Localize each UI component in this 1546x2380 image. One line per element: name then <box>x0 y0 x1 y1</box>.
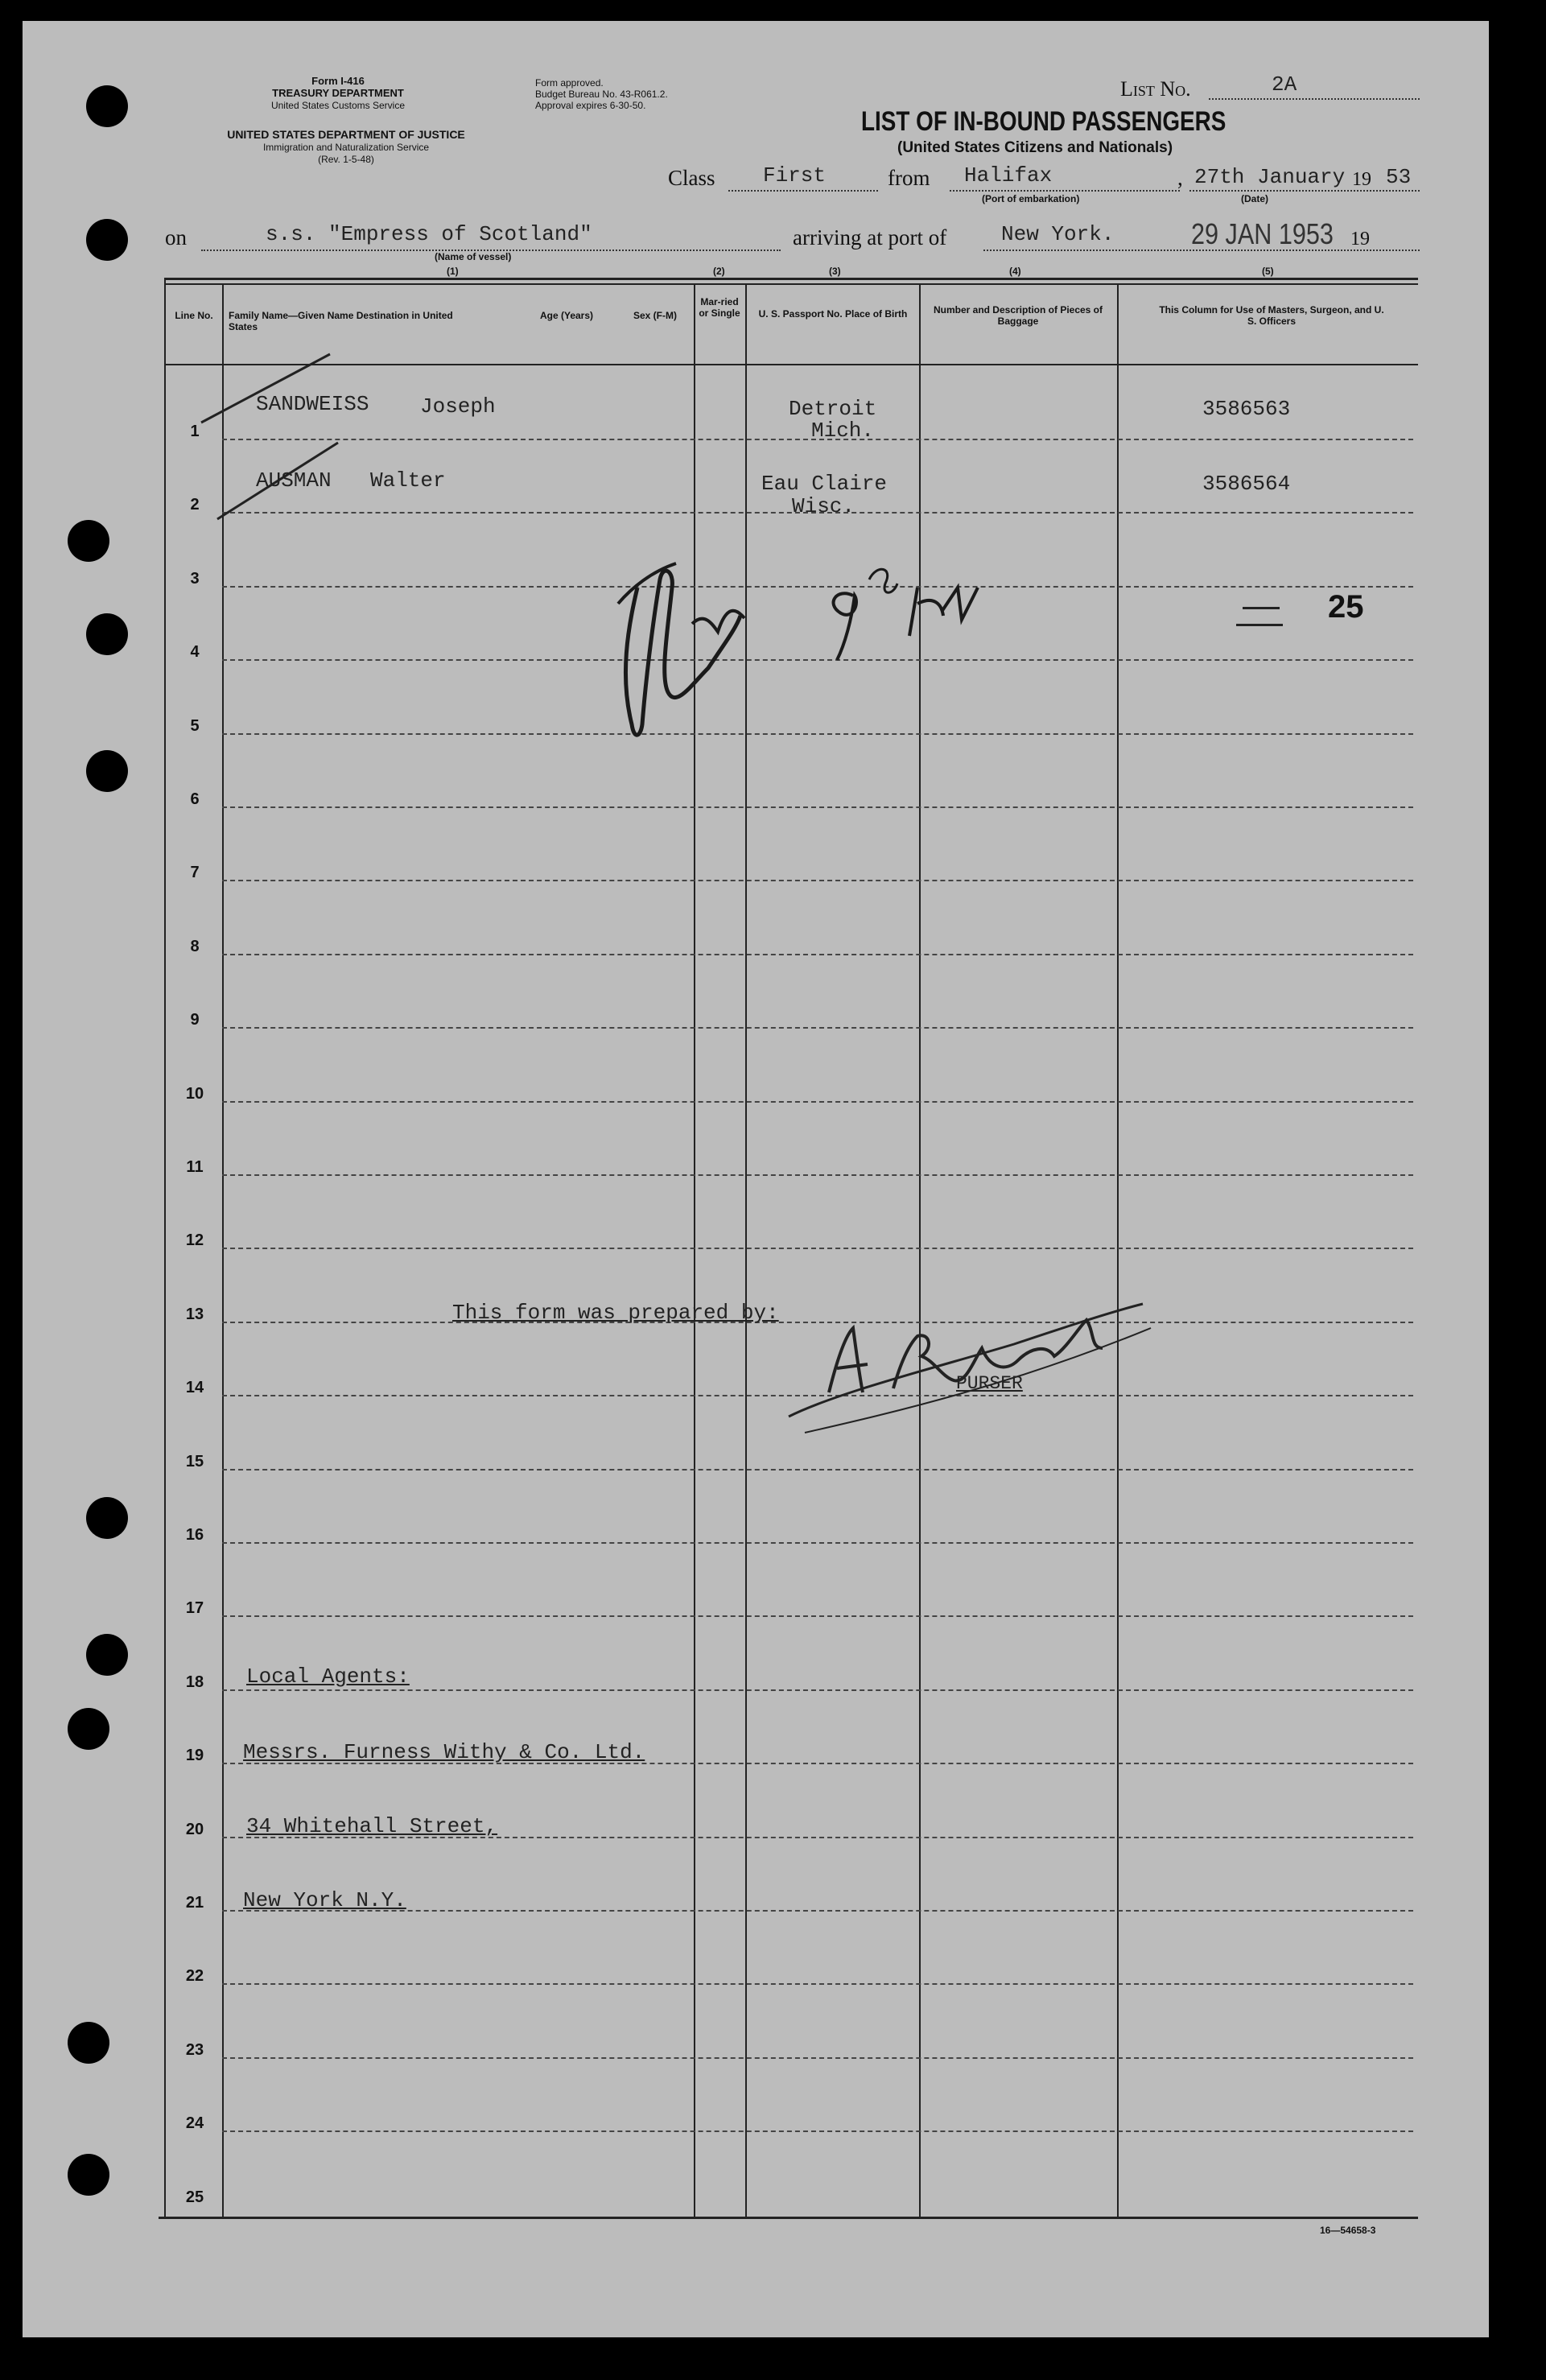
line-number: 11 <box>186 1158 204 1176</box>
col-header-sex: Sex (F-M) <box>633 310 677 321</box>
list-no-value: 2A <box>1272 72 1297 97</box>
punch-hole <box>68 2154 109 2196</box>
date-year: 53 <box>1386 165 1412 189</box>
line-number: 18 <box>185 1673 204 1691</box>
class-value: First <box>763 163 827 188</box>
row-rule <box>222 1101 1413 1103</box>
line-number: 7 <box>190 864 200 881</box>
table-top-rule-2 <box>165 283 1418 285</box>
agents-line-1: Messrs. Furness Withy & Co. Ltd. <box>243 1740 645 1764</box>
purser-label: PURSER <box>956 1373 1023 1394</box>
passenger-birth-city: Detroit <box>789 397 877 421</box>
port-caption: (Port of embarkation) <box>982 193 1080 204</box>
line-number: 17 <box>185 1599 204 1617</box>
row-rule <box>222 2057 1413 2059</box>
punch-hole <box>86 85 128 127</box>
on-label: on <box>165 225 187 250</box>
col-header-passport: U. S. Passport No. Place of Birth <box>758 308 908 320</box>
form-code: 16—54658-3 <box>1320 2225 1376 2236</box>
passenger-birth-state: Wisc. <box>792 494 855 518</box>
row-rule <box>222 2130 1413 2132</box>
line-number: 20 <box>185 1821 204 1838</box>
list-no-label: List No. <box>1120 77 1191 101</box>
agents-line-2: 34 Whitehall Street, <box>246 1814 498 1838</box>
annotation-count: 25 <box>1328 589 1364 625</box>
revision: (Rev. 1-5-48) <box>318 154 374 165</box>
from-label: from <box>888 166 930 190</box>
justice-dept: UNITED STATES DEPARTMENT OF JUSTICE <box>227 128 465 141</box>
row-rule <box>222 1174 1413 1176</box>
passenger-officer-number: 3586564 <box>1202 472 1291 496</box>
table-top-rule <box>165 278 1418 280</box>
customs-service: United States Customs Service <box>270 100 406 111</box>
row-rule <box>222 1248 1413 1249</box>
row-rule <box>222 1542 1413 1544</box>
row-rule <box>222 880 1413 881</box>
line-number: 25 <box>185 2188 204 2206</box>
row-rule <box>222 1615 1413 1617</box>
line-number: 12 <box>185 1231 204 1249</box>
line-number: 13 <box>185 1305 204 1323</box>
punch-hole <box>86 219 128 261</box>
table-bottom-rule <box>159 2217 1418 2219</box>
col-number-1: (1) <box>447 266 459 277</box>
passenger-family-name: AUSMAN <box>256 468 332 493</box>
line-number: 5 <box>190 717 200 735</box>
col-divider-officers <box>1117 283 1119 2217</box>
row-rule <box>222 1027 1413 1029</box>
comma: , <box>1177 166 1183 190</box>
approval-line-1: Form approved. <box>535 77 604 89</box>
passenger-given-name: Walter <box>370 468 446 493</box>
passenger-officer-number: 3586563 <box>1202 397 1291 421</box>
treasury-dept: TREASURY DEPARTMENT <box>272 87 404 99</box>
from-value: Halifax <box>964 163 1053 188</box>
form-subtitle: (United States Citizens and Nationals) <box>897 139 1173 156</box>
agents-line-3: New York N.Y. <box>243 1888 406 1912</box>
row-rule <box>222 954 1413 955</box>
line-number: 15 <box>185 1453 204 1470</box>
punch-hole <box>68 520 109 562</box>
class-label: Class <box>668 166 715 190</box>
date-caption: (Date) <box>1241 193 1269 204</box>
vessel-caption: (Name of vessel) <box>435 251 512 262</box>
passenger-family-name: SANDWEISS <box>256 392 369 416</box>
line-number: 14 <box>185 1379 204 1396</box>
punch-hole <box>86 750 128 792</box>
vessel-value: s.s. "Empress of Scotland" <box>266 222 592 246</box>
handwritten-check-marks <box>193 346 370 539</box>
date-prefix: 19 <box>1352 169 1371 190</box>
purser-signature <box>773 1272 1159 1449</box>
col-header-married: Mar-ried or Single <box>699 296 740 319</box>
col-number-4: (4) <box>1009 266 1021 277</box>
form-number: Form I-416 <box>311 75 365 87</box>
col-number-3: (3) <box>829 266 841 277</box>
approval-line-2: Budget Bureau No. 43-R061.2. <box>535 89 668 100</box>
line-number: 19 <box>185 1747 204 1764</box>
passenger-birth-state: Mich. <box>811 419 875 443</box>
arrival-suffix: 19 <box>1350 229 1370 250</box>
line-number: 6 <box>190 790 200 808</box>
approval-line-3: Approval expires 6-30-50. <box>535 100 646 111</box>
col-header-name: Family Name—Given Name Destination in United States <box>229 310 453 332</box>
row-rule <box>222 1689 1413 1691</box>
form-title: LIST OF IN-BOUND PASSENGERS <box>861 106 1226 137</box>
line-number: 8 <box>190 938 200 955</box>
col-number-2: (2) <box>713 266 725 277</box>
line-number: 10 <box>185 1085 204 1103</box>
row-rule <box>222 806 1413 808</box>
prepared-by-label: This form was prepared by: <box>452 1301 779 1325</box>
line-number: 23 <box>185 2041 204 2059</box>
date-value: 27th January <box>1194 165 1346 189</box>
passenger-given-name: Joseph <box>420 394 496 419</box>
col-divider-name <box>222 283 224 2217</box>
arrival-port: New York. <box>1001 222 1115 246</box>
punch-hole <box>68 2022 109 2064</box>
agents-heading: Local Agents: <box>246 1664 410 1689</box>
handwritten-notation <box>805 539 998 668</box>
col-header-baggage: Number and Description of Pieces of Baggage <box>933 304 1103 327</box>
annotation-dash <box>1236 624 1283 626</box>
punch-hole <box>86 1634 128 1676</box>
col-header-age: Age (Years) <box>539 310 594 321</box>
row-rule <box>222 1469 1413 1470</box>
annotation-dash <box>1243 607 1280 609</box>
col-header-officers: This Column for Use of Masters, Surgeon, and U. S. Officers <box>1159 304 1384 327</box>
line-number: 16 <box>185 1526 204 1544</box>
arrival-stamp: 29 JAN 1953 <box>1191 217 1334 250</box>
col-header-line-no: Line No. <box>175 310 213 321</box>
col-number-5: (5) <box>1262 266 1274 277</box>
line-number: 21 <box>185 1894 204 1912</box>
ins-service: Immigration and Naturalization Service <box>262 142 430 153</box>
arriving-label: arriving at port of <box>793 225 947 250</box>
punch-hole <box>86 613 128 655</box>
punch-hole <box>68 1708 109 1750</box>
line-number: 24 <box>185 2114 204 2132</box>
line-number: 9 <box>190 1011 200 1029</box>
line-number: 3 <box>190 570 200 588</box>
line-number: 2 <box>190 496 200 514</box>
passenger-birth-city: Eau Claire <box>761 472 888 496</box>
line-number: 22 <box>185 1967 204 1985</box>
punch-hole <box>86 1497 128 1539</box>
line-number: 4 <box>190 643 200 661</box>
line-number: 1 <box>190 423 200 440</box>
table-left-rule <box>164 278 166 2217</box>
row-rule <box>222 1983 1413 1985</box>
